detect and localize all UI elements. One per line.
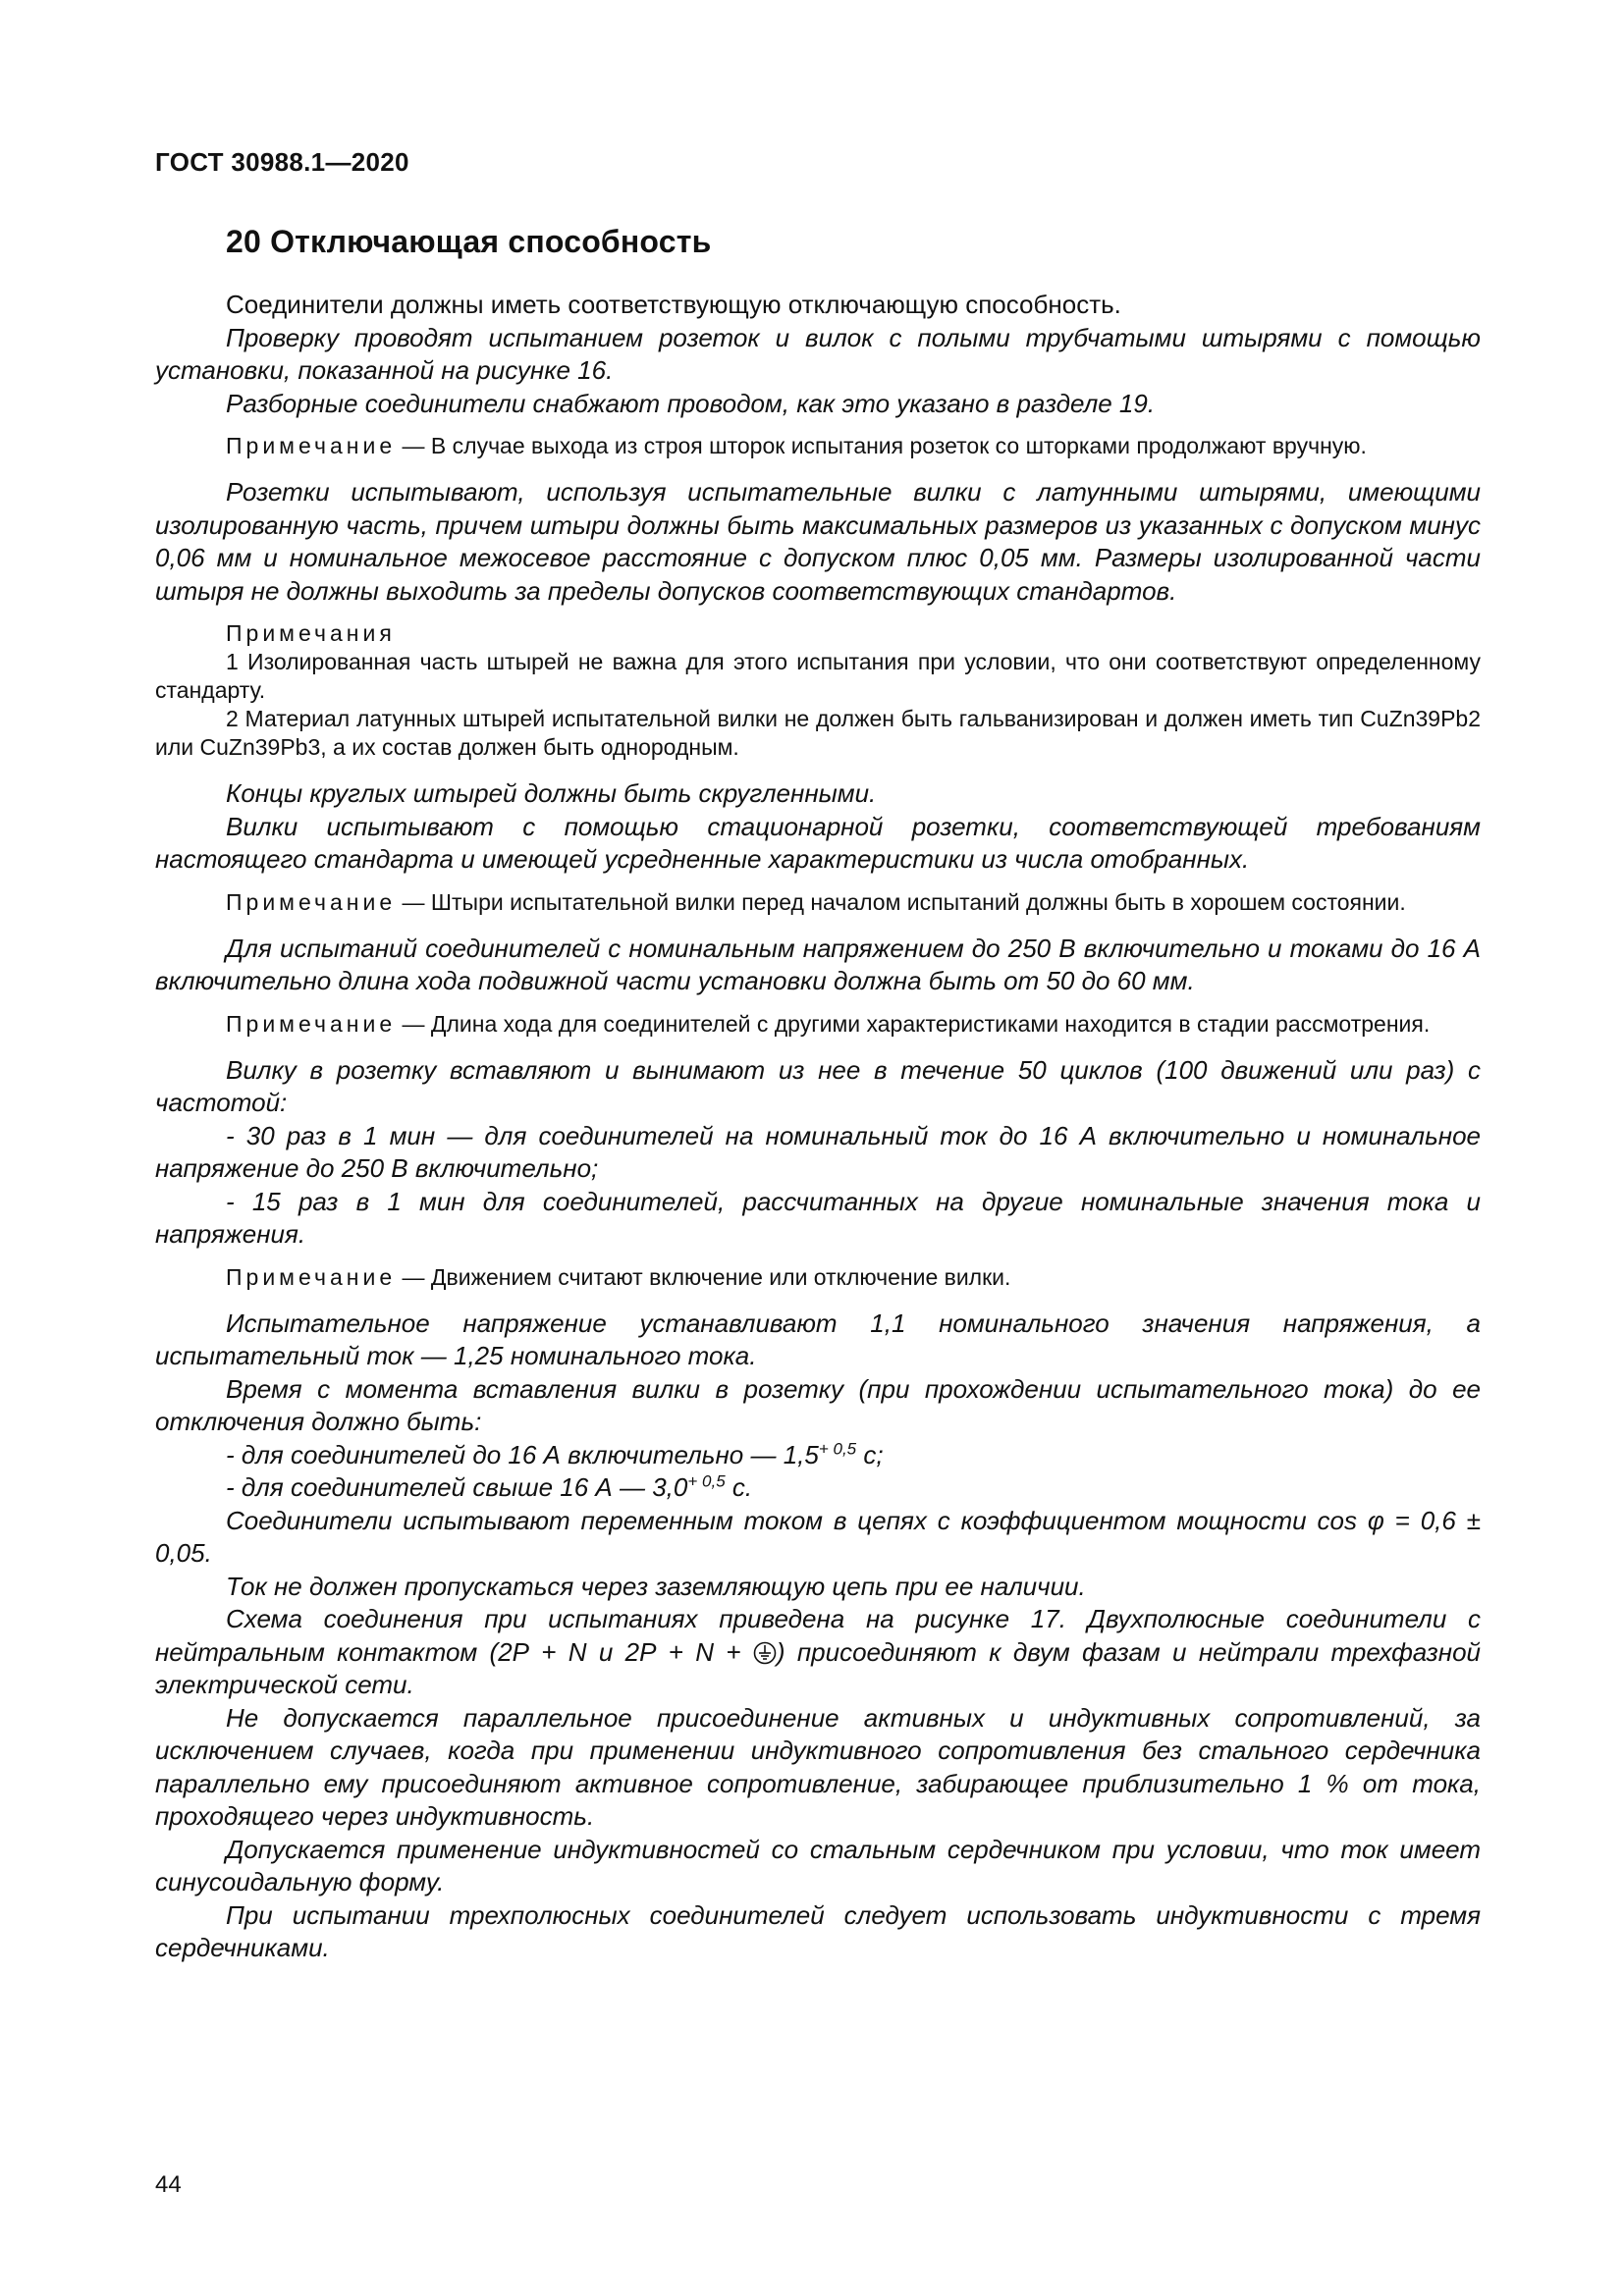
note-label: Примечание — [226, 1263, 397, 1290]
paragraph: Вилку в розетку вставляют и вынимают из нее в течение 50 циклов (100 движений или раз) с частотой: — [155, 1054, 1481, 1117]
notes-block — [155, 619, 1481, 762]
note — [155, 1010, 1481, 1039]
note-label: Примечание — [226, 433, 397, 458]
note — [155, 888, 1481, 917]
list-item: - для соединителей до 16 А включительно — $1,5^{+ 0,5}$ с; — [226, 1438, 884, 1469]
note-label: Примечание — [226, 1010, 397, 1037]
note-label: Примечание — [226, 888, 397, 915]
paragraph: Не допускается параллельное присоединение активных и индуктивных сопротивлений, за исключением случаев, когда при применении индуктивного сопротивления без стального сердечника параллельно ему присоединяют активное сопротивление, забирающее приблизительно 1 % от тока, проходящего через индуктивность. — [155, 1702, 1481, 1831]
paragraph: Концы круглых штырей должны быть скругленными. — [226, 778, 877, 808]
note — [155, 1263, 1481, 1292]
paragraph: Схема соединения при испытаниях приведена на рисунке 17. Двухполюсные соединители с нейтральным контактом (2Р + N и 2Р + N + ) присоединяют к двум фазам и нейтрали трехфазной электрической сети. — [155, 1604, 1481, 1699]
paragraph: Разборные соединители снабжают проводом, как это указано в разделе 19. — [226, 388, 1156, 418]
note-text: — Движением считают включение или отключение вилки. — [396, 1263, 1011, 1290]
paragraph: Испытательное напряжение устанавливают 1,1 номинального значения напряжения, а испытательный ток — 1,25 номинального тока. — [155, 1308, 1481, 1370]
paragraph: Время с момента вставления вилки в розетку (при прохождении испытательного тока) до ее отключения должно быть: — [155, 1373, 1481, 1436]
notes-label: Примечания — [226, 620, 396, 646]
document-page — [155, 0, 1481, 2296]
paragraph: Вилки испытывают с помощью стационарной розетки, соответствующей требованиям настоящего стандарта и имеющей усредненные характеристики из числа отобранных. — [155, 811, 1481, 874]
list-item: - 30 раз в 1 мин — для соединителей на номинальный ток до 16 А включительно и номинальное напряжение до 250 В включительно; — [155, 1120, 1481, 1183]
paragraph: Розетки испытывают, используя испытательные вилки с латунными штырями, имеющими изолированную часть, причем штыри должны быть максимальных размеров из указанных с допуском минус 0,06 мм и номинальное межосевое расстояние с допуском плюс 0,05 мм. Размеры изолированной части штыря не должны выходить за пределы допусков соответствующих стандартов. — [155, 477, 1481, 606]
paragraph: Допускается применение индуктивностей со стальным сердечником при условии, что ток имеет синусоидальную форму. — [155, 1834, 1481, 1896]
document-code-header: ГОСТ 30988.1—2020 — [155, 147, 409, 177]
note-text: — Длина хода для соединителей с другими характеристиками находится в стадии рассмотрения. — [396, 1010, 1431, 1037]
list-item: - 15 раз в 1 мин для соединителей, рассчитанных на другие номинальные значения тока и напряжения. — [155, 1186, 1481, 1249]
note — [155, 432, 1481, 460]
list-item: - для соединителей свыше 16 А — $3,0^{+ 0,5}$ с. — [226, 1471, 753, 1502]
paragraph: Соединители испытывают переменным током в цепях с коэффициентом мощности cos φ = 0,6 ± 0,05. — [155, 1505, 1481, 1568]
note-item: 1 Изолированная часть штырей не важна для этого испытания при условии, что они соответствуют определенному стандарту. — [155, 649, 1481, 703]
paragraph: При испытании трехполюсных соединителей следует использовать индуктивности с тремя сердечниками. — [155, 1899, 1481, 1962]
ground-symbol-icon — [753, 1641, 777, 1665]
paragraph: Проверку проводят испытанием розеток и вилок с полыми трубчатыми штырями с помощью установки, показанной на рисунке 16. — [155, 322, 1481, 385]
note-item: 2 Материал латунных штырей испытательной вилки не должен быть гальванизирован и должен иметь тип CuZn39Pb2 или CuZn39Pb3, а их состав должен быть однородным. — [155, 706, 1481, 760]
paragraph: Соединители должны иметь соответствующую отключающую способность. — [226, 290, 1121, 319]
paragraph: Для испытаний соединителей с номинальным напряжением до 250 В включительно и токами до 16 А включительно длина хода подвижной части установки должна быть от 50 до 60 мм. — [155, 933, 1481, 995]
section-title: 20 Отключающая способность — [226, 224, 712, 259]
section-body — [155, 289, 1481, 1965]
note-text: — Штыри испытательной вилки перед началом испытаний должны быть в хорошем состоянии. — [396, 888, 1406, 915]
note-text: — В случае выхода из строя шторок испытания розеток со шторками продолжают вручную. — [396, 433, 1367, 458]
paragraph: Ток не должен пропускаться через заземляющую цепь при ее наличии. — [226, 1571, 1086, 1601]
page-number: 44 — [155, 2171, 182, 2198]
